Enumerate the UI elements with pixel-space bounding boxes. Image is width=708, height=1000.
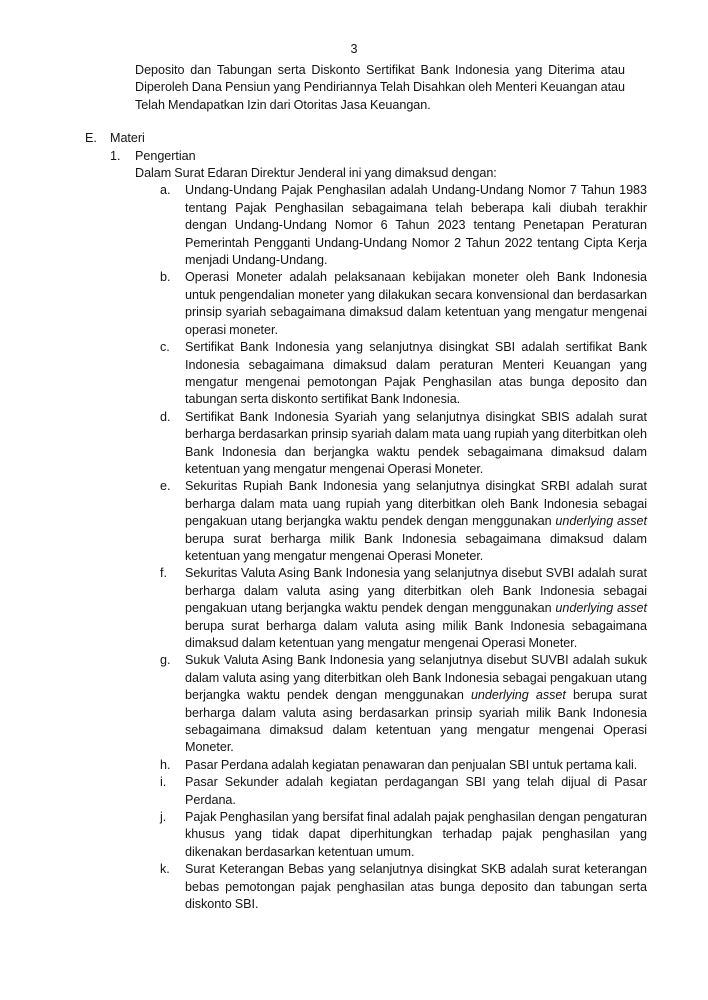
definition-item: [135, 809, 647, 861]
definition-letter: f.: [160, 566, 167, 581]
definition-text: Pasar Sekunder adalah kegiatan perdagangan SBI yang telah dijual di Pasar Perdana.: [185, 775, 647, 807]
definition-letter: d.: [160, 409, 171, 424]
definition-item: [135, 339, 647, 409]
definition-item: [135, 757, 647, 774]
section-title: Materi: [110, 131, 145, 146]
definition-item: [135, 652, 647, 756]
definition-text: Sertifikat Bank Indonesia yang selanjutnya disingkat SBI adalah sertifikat Bank Indonesia sebagaimana dimaksud dalam peraturan Menteri Keuangan yang mengatur mengenai pemotongan Pajak Penghasilan atas bunga deposito dan tabungan serta diskonto sertifikat Bank Indonesia.: [185, 340, 647, 407]
page-number: 3: [350, 42, 358, 56]
definition-text: Operasi Moneter adalah pelaksanaan kebijakan moneter oleh Bank Indonesia untuk pengendalian moneter yang dilakukan secara konvensional dan berdasarkan prinsip syariah sebagaimana dimaksud dalam ketentuan yang mengatur mengenai operasi moneter.: [185, 270, 647, 337]
definition-letter: h.: [160, 757, 171, 772]
page-content: [85, 62, 647, 914]
definition-text: Surat Keterangan Bebas yang selanjutnya disingkat SKB adalah surat keterangan bebas pemotongan pajak penghasilan atas bunga deposito dan tabungan serta diskonto SBI.: [185, 862, 647, 912]
subsection-indent: [85, 148, 110, 914]
definition-item: [135, 269, 647, 339]
section-materi: [85, 130, 647, 147]
definition-item: [135, 774, 647, 809]
section-label: E.: [85, 131, 97, 146]
definition-text: Sekuritas Valuta Asing Bank Indonesia yang selanjutnya disebut SVBI adalah surat berharga dalam valuta asing yang diterbitkan oleh Bank Indonesia sebagai pengakuan utang berjangka waktu pendek dengan menggunakan underlying asset berupa surat berharga dalam valuta asing milik Bank Indonesia sebagaimana dimaksud dalam ketentuan yang mengatur mengenai Operasi Moneter.: [185, 566, 647, 650]
definition-letter: a.: [160, 183, 171, 198]
definition-text: Sertifikat Bank Indonesia Syariah yang selanjutnya disingkat SBIS adalah surat berharga berdasarkan prinsip syariah dalam mata uang rupiah yang diterbitkan oleh Bank Indonesia dan berjangka waktu pendek sebagaimana dimaksud dalam ketentuan yang mengatur mengenai Operasi Moneter.: [185, 409, 647, 476]
definition-letter: c.: [160, 340, 170, 355]
definition-item: [135, 861, 647, 913]
definition-item: [135, 565, 647, 652]
definition-item: [135, 182, 647, 269]
definition-letter: k.: [160, 862, 170, 877]
definition-letter: j.: [160, 810, 167, 825]
definition-text: Sukuk Valuta Asing Bank Indonesia yang selanjutnya disebut SUVBI adalah sukuk dalam valuta asing yang diterbitkan oleh Bank Indonesia sebagai pengakuan utang berjangka waktu pendek dengan menggunakan underlying asset berupa surat berharga dalam valuta asing berdasarkan prinsip syariah milik Bank Indonesia sebagaimana dimaksud dalam ketentuan yang mengatur mengenai Operasi Moneter.: [185, 653, 647, 755]
definition-text: Pajak Penghasilan yang bersifat final adalah pajak penghasilan dengan pengaturan khusus yang tidak dapat diperhitungkan terhadap pajak penghasilan yang dikenakan berdasarkan ketentuan umum.: [185, 810, 647, 859]
subsection-number: 1.: [110, 148, 121, 163]
continuation-paragraph: Deposito dan Tabungan serta Diskonto Sertifikat Bank Indonesia yang Diterima atau Diperoleh Dana Pensiun yang Pendiriannya Telah Disahkan oleh Menteri Keuangan atau Telah Mendapatkan Izin dari Otoritas Jasa Keuangan.: [135, 63, 625, 112]
definition-letter: b.: [160, 270, 171, 285]
definition-letter: e.: [160, 479, 171, 494]
subsection-lead: Dalam Surat Edaran Direktur Jenderal ini yang dimaksud dengan:: [135, 166, 497, 181]
definition-text: Pasar Perdana adalah kegiatan penawaran dan penjualan SBI untuk pertama kali.: [185, 757, 638, 772]
subsection-body: [135, 148, 647, 914]
definition-letter: i.: [160, 775, 167, 790]
subsection-title: Pengertian: [135, 148, 196, 163]
definition-text: Sekuritas Rupiah Bank Indonesia yang selanjutnya disingkat SRBI adalah surat berharga dalam mata uang rupiah yang diterbitkan oleh Bank Indonesia sebagai pengakuan utang berjangka waktu pendek dengan menggunakan underlying asset berupa surat berharga milik Bank Indonesia sebagaimana dimaksud dalam ketentuan yang mengatur mengenai Operasi Moneter.: [185, 479, 647, 563]
definition-item: [135, 478, 647, 565]
definition-letter: g.: [160, 653, 171, 668]
subsection-pengertian: [85, 148, 647, 914]
definition-item: [135, 409, 647, 479]
definition-text: Undang-Undang Pajak Penghasilan adalah Undang-Undang Nomor 7 Tahun 1983 tentang Pajak Penghasilan sebagaimana telah beberapa kali diubah terakhir dengan Undang-Undang Nomor 6 Tahun 2023 tentang Penetapan Peraturan Pemerintah Pengganti Undang-Undang Nomor 2 Tahun 2022 tentang Cipta Kerja menjadi Undang-Undang.: [185, 183, 647, 268]
definitions-list: [135, 182, 647, 913]
